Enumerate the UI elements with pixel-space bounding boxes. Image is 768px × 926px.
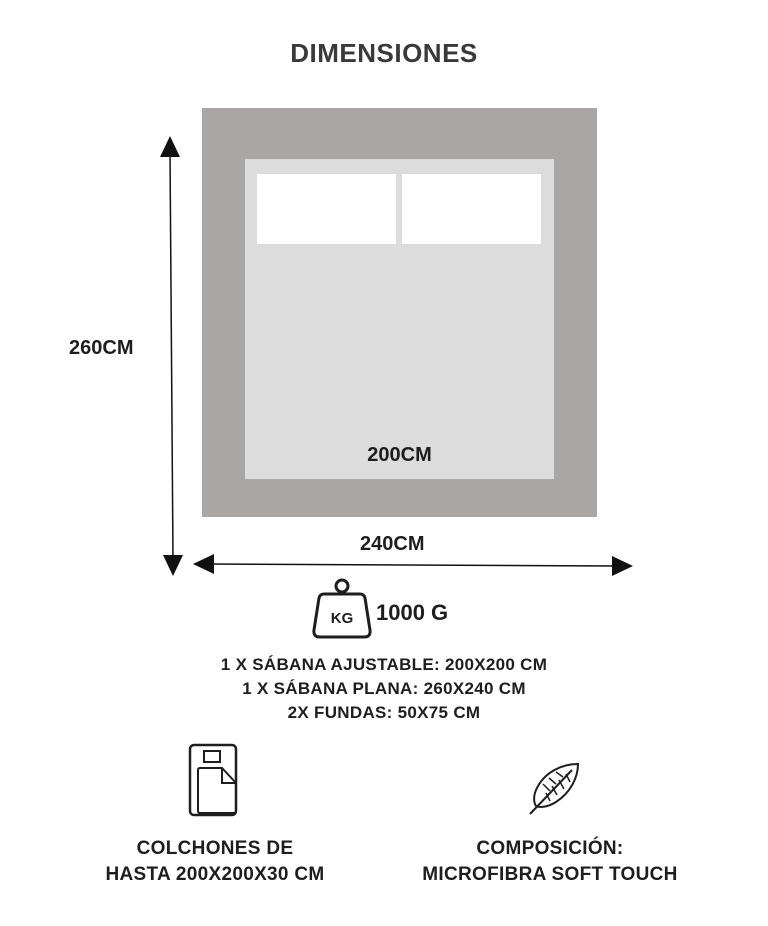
contents-list (0, 653, 768, 725)
mattress-width-label: 200CM (367, 444, 432, 466)
contents-item: 1 X SÁBANA AJUSTABLE: 200X200 CM (220, 655, 548, 674)
kg-icon-text: KG (330, 610, 354, 627)
bed-icon (188, 743, 240, 817)
feature-composition (390, 836, 710, 888)
width-label: 240CM (360, 533, 425, 555)
contents-item: 1 X SÁBANA PLANA: 260X240 CM (242, 679, 526, 698)
height-label: 260CM (69, 337, 134, 359)
kg-weight-icon (312, 578, 372, 640)
height-arrow (160, 136, 183, 576)
feature-icon (526, 760, 582, 816)
feature-mattress-size (60, 836, 370, 888)
weight-value: 1000 G (376, 600, 449, 625)
feature-line: HASTA 200X200X30 CM (105, 864, 325, 885)
feature-line: COMPOSICIÓN: (476, 838, 624, 859)
width-arrow (193, 554, 633, 576)
page-title: DIMENSIONES (290, 38, 478, 68)
feature-line: MICROFIBRA SOFT TOUCH (422, 864, 678, 885)
contents-item: 2X FUNDAS: 50X75 CM (287, 703, 481, 722)
feature-line: COLCHONES DE (136, 838, 294, 859)
